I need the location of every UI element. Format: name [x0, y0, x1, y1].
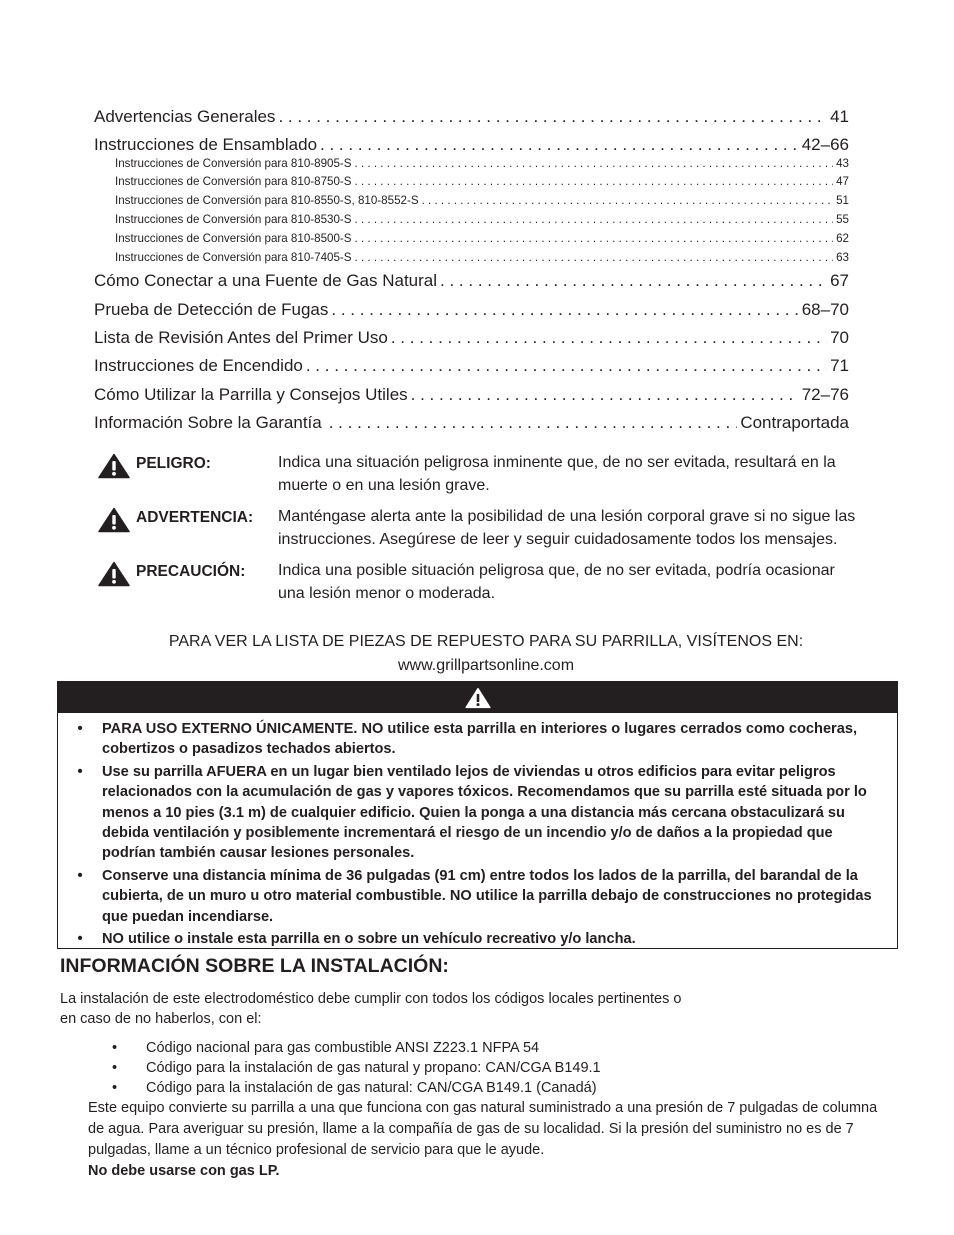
toc-title: Instrucciones de Conversión para 810-7405-S [115, 250, 352, 264]
list-item [58, 719, 887, 760]
code-text: Código nacional para gas combustible ANSI Z223.1 NFPA 54 [146, 1040, 540, 1056]
code-text: Código para la instalación de gas natural y propano: CAN/CGA B149.1 [146, 1060, 601, 1076]
toc-page: 43 [836, 156, 849, 170]
toc-title: Información Sobre la Garantía [94, 412, 322, 432]
toc-title: Instrucciones de Conversión para 810-8750-S [115, 175, 352, 189]
hazard-label: PRECAUCIÓN: [136, 563, 246, 581]
toc-subentry[interactable] [94, 192, 849, 211]
toc-leader [391, 324, 827, 352]
warning-header-bar [58, 682, 897, 713]
hazard-text: Indica una situación peligrosa inminente que, de no ser evitada, resultará en la muerte o en una lesión grave. [278, 454, 836, 494]
toc-subentry[interactable] [94, 230, 849, 249]
toc-leader [278, 103, 827, 131]
bullet: • [77, 867, 83, 884]
bullet: • [112, 1080, 118, 1096]
parts-website-link[interactable]: www.grillpartsonline.com [397, 657, 575, 674]
warning-text: PARA USO EXTERNO ÚNICAMENTE. NO utilice esta parrilla en interiores o lugares cerrados como cocheras, cobertizos o pasadizos techados abiertos. [102, 721, 858, 758]
toc-page: 41 [830, 107, 849, 126]
bullet: • [77, 763, 83, 780]
toc-title: Instrucciones de Conversión para 810-8500-S [115, 231, 352, 245]
installation-body-text: Este equipo convierte su parrilla a una que funciona con gas natural suministrado a una presión de 7 pulgadas de columna de agua. Para averiguar su presión, llame a la compañía de gas de su localidad. Si la presión del suministro no es de 7 pulgadas, llame a un técnico profesional de servicio para que le ayude. [88, 1100, 878, 1158]
toc-page: 63 [836, 250, 849, 264]
codes-list [112, 1038, 601, 1098]
toc-entry[interactable] [94, 296, 849, 324]
toc-title: Cómo Conectar a una Fuente de Gas Natural [94, 271, 438, 291]
toc-leader [306, 352, 827, 380]
toc-leader [355, 211, 834, 229]
toc-title: Prueba de Detección de Fugas [94, 299, 329, 319]
toc-title: Lista de Revisión Antes del Primer Uso [94, 327, 388, 347]
toc-leader [355, 173, 834, 191]
toc-page: 67 [830, 271, 849, 291]
list-item [112, 1058, 601, 1078]
warning-list [58, 713, 897, 949]
bullet: • [112, 1040, 118, 1056]
installation-heading: INFORMACIÓN SOBRE LA INSTALACIÓN: [60, 955, 449, 977]
warning-text: Use su parrilla AFUERA en un lugar bien ventilado lejos de viviendas u otros edificios para evitar peligros relacionados con la acumulación de gas y vapores tóxicos. Recomendamos que su parrilla esté situada por lo menos a 10 pies (3.1 m) de cualquier edificio. Quien la ponga a una distancia más cercana obstaculizará su debida ventilación y posiblemente incrementará el riesgo de un incendio y/o de daños a la propiedad que podrían también causar lesiones personales. [102, 763, 867, 862]
warning-text: NO utilice o instale esta parrilla en o sobre un vehículo recreativo y/o lancha. [102, 931, 636, 948]
toc-leader [422, 192, 834, 210]
hazard-caution [98, 560, 858, 605]
table-of-contents [94, 103, 849, 437]
warning-box [57, 681, 898, 949]
hazard-definitions [98, 452, 858, 615]
hazard-danger [98, 452, 858, 497]
toc-leader [331, 296, 798, 324]
toc-page: 70 [830, 327, 849, 347]
toc-page: 71 [830, 356, 849, 376]
toc-title: Instrucciones de Encendido [94, 356, 303, 376]
warning-triangle-icon [98, 507, 130, 533]
code-text: Código para la instalación de gas natural: CAN/CGA B149.1 (Canadá) [146, 1080, 597, 1096]
toc-leader [355, 249, 834, 267]
list-item [58, 929, 887, 949]
toc-title: Instrucciones de Conversión para 810-8905-S [115, 156, 352, 170]
toc-entry[interactable] [94, 324, 849, 352]
toc-leader [355, 230, 834, 248]
toc-subentry[interactable] [94, 249, 849, 268]
toc-subentry[interactable] [94, 211, 849, 230]
toc-page: Contraportada [740, 412, 849, 432]
list-item [112, 1078, 601, 1098]
lp-gas-notice: No debe usarse con gas LP. [88, 1163, 280, 1179]
toc-page: 68–70 [801, 299, 849, 319]
toc-entry[interactable] [94, 352, 849, 380]
toc-page: 62 [836, 231, 849, 245]
hazard-text: Indica una posible situación peligrosa que, de no ser evitada, podría ocasionar una lesión menor o moderada. [278, 562, 835, 602]
installation-intro: La instalación de este electrodoméstico debe cumplir con todos los códigos locales pertinentes o en caso de no haberlos, con el: [60, 991, 682, 1027]
hazard-label: ADVERTENCIA: [136, 509, 254, 527]
toc-page: 51 [836, 194, 849, 208]
toc-title: Advertencias Generales [94, 107, 276, 126]
installation-body [88, 1098, 888, 1182]
toc-subentry[interactable] [94, 173, 849, 192]
hazard-label: PELIGRO: [136, 455, 211, 472]
list-item [58, 866, 887, 927]
toc-entry[interactable] [94, 267, 849, 295]
toc-page: 55 [836, 212, 849, 226]
toc-page: 42–66 [801, 135, 849, 155]
hazard-text: Manténgase alerta ante la posibilidad de una lesión corporal grave si no sigue las instrucciones. Asegúrese de leer y seguir cuidadosamente todos los mensajes. [278, 508, 856, 548]
toc-title: Instrucciones de Ensamblado [94, 135, 318, 155]
replacement-parts-note [60, 630, 912, 678]
bullet: • [77, 931, 83, 948]
bullet: • [112, 1060, 118, 1076]
toc-entry[interactable] [94, 103, 849, 131]
toc-leader [329, 409, 738, 437]
toc-entry[interactable] [94, 381, 849, 409]
toc-title: Instrucciones de Conversión para 810-8550-S, 810-8552-S [115, 194, 419, 208]
hazard-warning [98, 506, 858, 551]
toc-page: 72–76 [801, 384, 849, 404]
warning-text: Conserve una distancia mínima de 36 pulgadas (91 cm) entre todos los lados de la parrilla, del barandal de la cubierta, de un muro u otro material combustible. NO utilice la parrilla debajo de construcciones no protegidas que puedan incendiarse. [102, 867, 872, 925]
warning-triangle-icon [98, 561, 130, 587]
list-item [112, 1038, 601, 1058]
toc-leader [440, 267, 827, 295]
warning-triangle-icon [98, 453, 130, 479]
toc-page: 47 [836, 175, 849, 189]
warning-triangle-icon [465, 687, 491, 709]
toc-leader [355, 155, 834, 173]
toc-title: Instrucciones de Conversión para 810-8530-S [115, 212, 352, 226]
toc-subentry[interactable] [94, 155, 849, 174]
toc-leader [411, 381, 799, 409]
toc-title: Cómo Utilizar la Parrilla y Consejos Utiles [94, 384, 408, 404]
list-item [58, 762, 887, 864]
bullet: • [77, 721, 83, 737]
parts-note-line: PARA VER LA LISTA DE PIEZAS DE REPUESTO PARA SU PARRILLA, VISÍTENOS EN: [168, 633, 804, 650]
toc-entry[interactable] [94, 409, 849, 437]
